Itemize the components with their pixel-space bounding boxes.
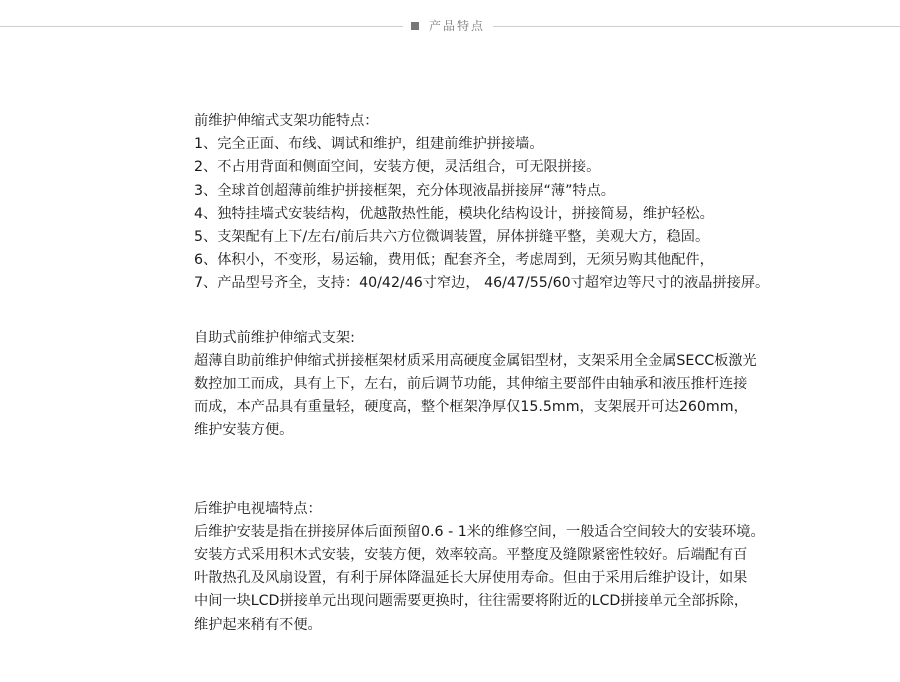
- self-help-bracket-section: [194, 327, 814, 443]
- front-bracket-heading: 前维护伸缩式支架功能特点：: [194, 113, 379, 129]
- self-help-line-2: 数控加工而成，具有上下，左右，前后调节功能，其伸缩主要部件由轴承和液压推杆连接: [194, 376, 748, 393]
- header-title: 产品特点: [429, 19, 486, 33]
- self-help-line-3: 而成，本产品具有重量轻，硬度高，整个框架净厚仅15.5mm，支架展开可达260mm，: [194, 399, 748, 416]
- rear-wall-line-3: 叶散热孔及风扇设置，有利于屏体降温延长大屏使用寿命。但由于采用后维护设计，如果: [194, 570, 748, 587]
- content-body: [194, 110, 814, 637]
- header-label: [403, 16, 493, 36]
- self-help-heading: 自助式前维护伸缩式支架:: [194, 329, 355, 346]
- rear-wall-line-1: 后维护安装是指在拼接屏体后面预留0.6 - 1米的维修空间，一般适合空间较大的安装环境。: [194, 523, 765, 540]
- rear-wall-line-4: 中间一块LCD拼接单元出现问题需要更换时，往往需要将附近的LCD拼接单元全部拆除，: [194, 593, 749, 610]
- square-bullet-icon: [411, 22, 419, 30]
- front-bracket-item-5: 5、支架配有上下/左右/前后共六方位微调装置，屏体拼缝平整，美观大方，稳固。: [194, 229, 710, 246]
- self-help-line-1: 超薄自助前维护伸缩式拼接框架材质采用高硬度金属铝型材，支架采用全金属SECC板激光: [194, 352, 757, 369]
- section-header: [0, 0, 900, 40]
- front-bracket-item-3: 3、全球首创超薄前维护拼接框架，充分体现液晶拼接屏“薄”特点。: [194, 182, 615, 199]
- self-help-line-4: 维护安装方便。: [194, 422, 294, 439]
- front-bracket-item-1: 1、完全正面、布线、调试和维护，组建前维护拼接墙。: [194, 136, 544, 153]
- rear-wall-section: [194, 498, 814, 637]
- rear-wall-line-5: 维护起来稍有不便。: [194, 616, 322, 633]
- front-bracket-item-2: 2、不占用背面和侧面空间，安装方便，灵活组合，可无限拼接。: [194, 159, 601, 176]
- front-bracket-section: [194, 110, 814, 296]
- front-bracket-item-4: 4、独特挂墙式安装结构，优越散热性能，模块化结构设计，拼接简易，维护轻松。: [194, 205, 714, 222]
- rear-wall-heading: 后维护电视墙特点：: [194, 500, 322, 517]
- front-bracket-item-7: 7、产品型号齐全，支持：40/42/46寸窄边， 46/47/55/60寸超窄边等尺寸的液晶拼接屏。: [194, 275, 770, 292]
- rear-wall-line-2: 安装方式采用积木式安装，安装方便，效率较高。平整度及缝隙紧密性较好。后端配有百: [194, 547, 748, 564]
- front-bracket-item-6: 6、体积小，不变形，易运输，费用低；配套齐全，考虑周到，无须另购其他配件，: [194, 252, 714, 269]
